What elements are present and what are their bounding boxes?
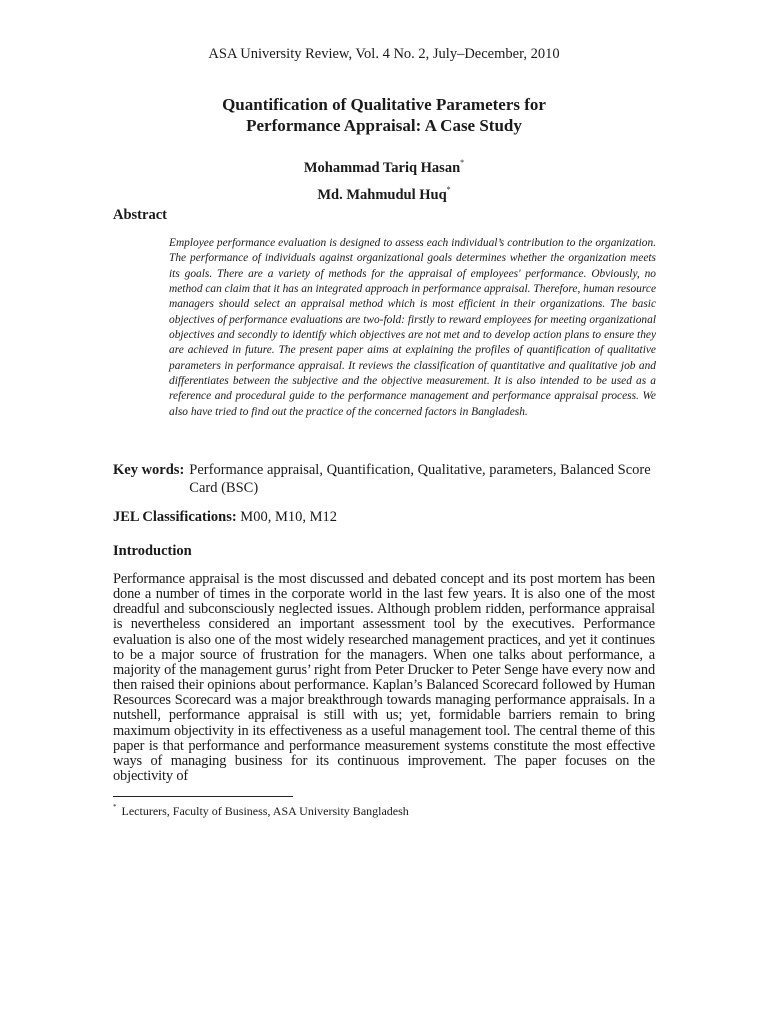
author-footnote-mark: * xyxy=(460,158,465,167)
author-2 xyxy=(0,179,768,206)
footnote-text: Lecturers, Faculty of Business, ASA University Bangladesh xyxy=(118,804,409,818)
author-list xyxy=(0,152,768,206)
introduction-heading: Introduction xyxy=(113,543,192,559)
abstract-text: Employee performance evaluation is designed to assess each individual’s contribution to the organization. The performance of individuals against organizational goals determines whether the organization meets its goals. There are a variety of methods for the appraisal of employees' performance. Obviously, no method can claim that it has an integrated approach in performance appraisal. Therefore, human resource managers should select an appraisal method which is most efficient in their organizations. The basic objectives of performance evaluations are two-fold: firstly to reward employees for meeting organizational objectives and secondly to identify which objectives are not met and to develop action plans to ensure they are achieved in future. The present paper aims at explaining the profiles of quantification of qualitative parameters in performance appraisal. It reviews the classification of quantitative and qualitative job and differentiates between the subjective and the objective measurement. It is also intended to be used as a reference and procedural guide to the performance management and performance appraisal process. We also have tried to find out the practice of the concerned factors in Bangladesh. xyxy=(169,237,656,418)
footnote-divider xyxy=(113,796,293,797)
jel-classifications xyxy=(113,509,337,526)
title-line-1: Quantification of Qualitative Parameters for xyxy=(222,95,546,114)
keywords-text: Performance appraisal, Quantification, Qualitative, parameters, Balanced Score Card (BSC) xyxy=(189,462,651,496)
keywords-label: Key words: xyxy=(113,462,185,478)
introduction-text: Performance appraisal is the most discussed and debated concept and its post mortem has been done a number of times in the corporate world in the last few years. It is also one of the most dreadful and subconsciously neglected issues. Although problem ridden, performance appraisal is nevertheless considered an important assessment tool by the executives. Performance evaluation is also one of the most widely researched management practices, and yet it continues to be a major source of frustration for the managers. When one talks about performance, a majority of the management gurus’ right from Peter Drucker to Peter Senge have every now and then raised their opinions about performance. Kaplan’s Balanced Scorecard followed by Human Resources Scorecard was a major breakthrough towards managing performance appraisals. In a nutshell, performance appraisal is still with us; yet, formidable barriers remain to bring maximum objectivity in its effectiveness as a useful management tool. The central theme of this paper is that performance and performance measurement systems constitute the most effective ways of managing business for its continuous improvement. The paper focuses on the objectivity of xyxy=(113,571,655,785)
author-name: Mohammad Tariq Hasan xyxy=(303,160,461,176)
author-name: Md. Mahmudul Huq xyxy=(317,187,447,203)
keywords xyxy=(113,461,673,497)
abstract-heading: Abstract xyxy=(113,207,167,223)
author-1 xyxy=(0,152,768,179)
footnote-mark: * xyxy=(113,803,117,811)
jel-label: JEL Classifications: xyxy=(113,509,237,525)
jel-text: M00, M10, M12 xyxy=(236,509,337,525)
paper-title xyxy=(0,94,768,136)
author-footnote-mark: * xyxy=(446,185,451,194)
footnote xyxy=(113,803,409,819)
journal-header: ASA University Review, Vol. 4 No. 2, July–December, 2010 xyxy=(208,46,560,62)
title-line-2: Performance Appraisal: A Case Study xyxy=(246,116,522,135)
